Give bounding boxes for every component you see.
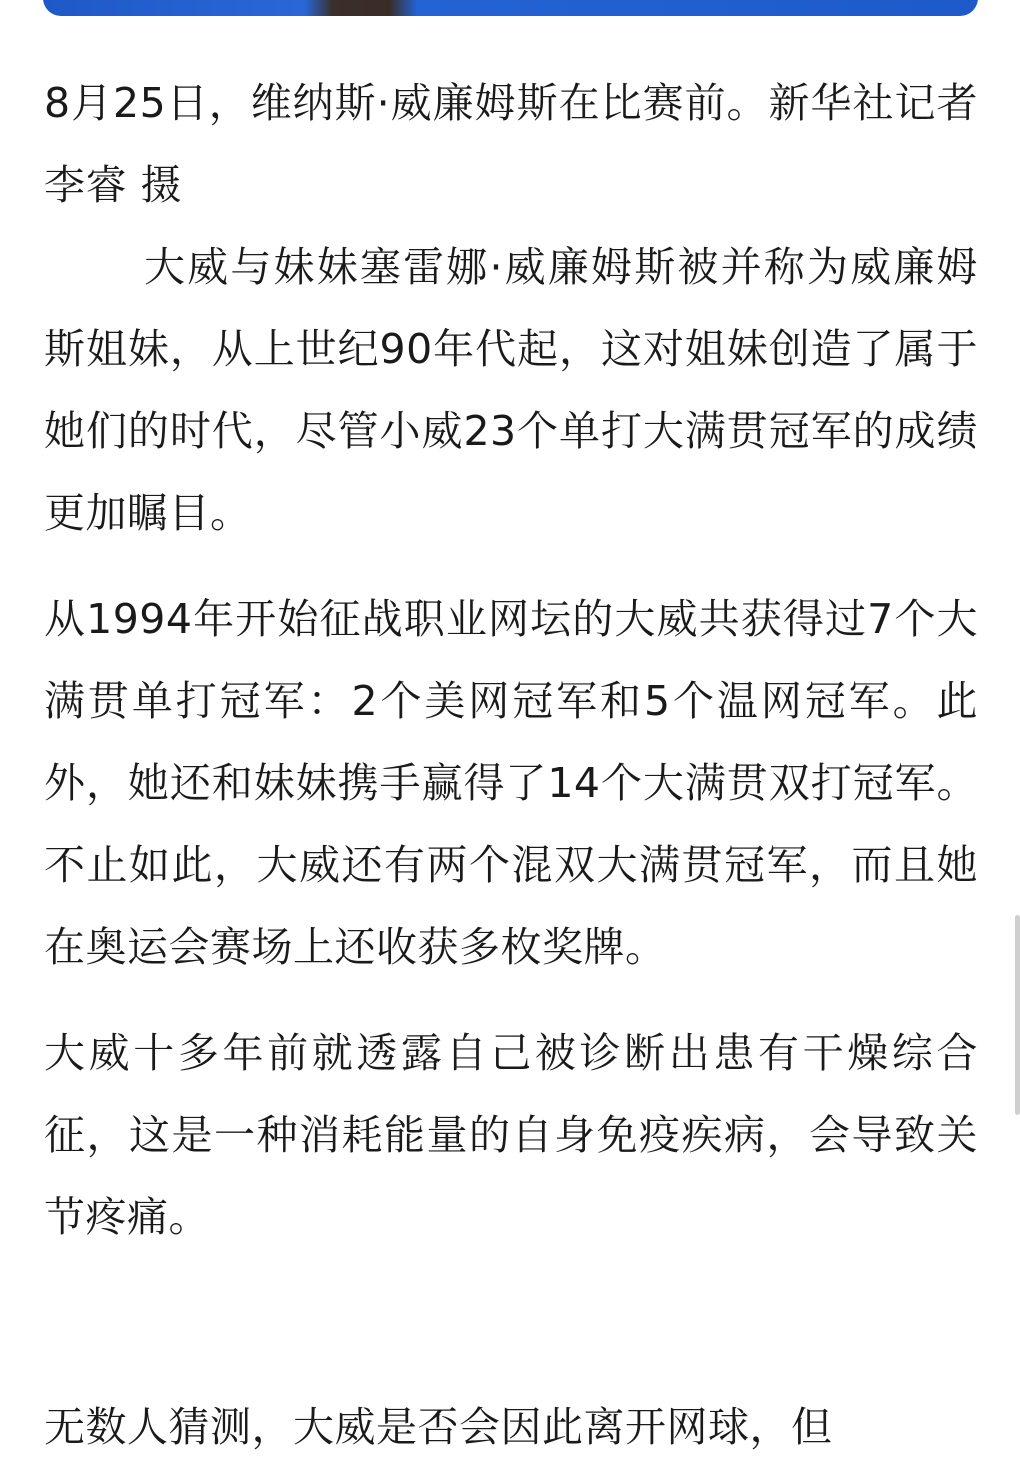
article-paragraph: 从1994年开始征战职业网坛的大威共获得过7个大满贯单打冠军：2个美网冠军和5个温网冠军。此外，她还和妹妹携手赢得了14个大满贯双打冠军。不止如此，大威还有两个混双大满贯冠军，而且她在奥运会赛场上还收获多枚奖牌。 (44, 595, 978, 971)
article-paragraph-partial (44, 1390, 978, 1451)
article-paragraph: 无数人猜测，大威是否会因此离开网球，但 (44, 1403, 833, 1451)
article-paragraph: 大威与妹妹塞雷娜·威廉姆斯被并称为威廉姆斯姐妹，从上世纪90年代起，这对姐妹创造了属于她们的时代，尽管小威23个单打大满贯冠军的成绩更加瞩目。 (44, 243, 978, 537)
article-paragraph: 大威十多年前就透露自己被诊断出患有干燥综合征，这是一种消耗能量的自身免疫疾病，会导致关节疼痛。 (44, 1029, 978, 1241)
scrollbar[interactable] (1015, 915, 1020, 1115)
article-photo-bottom[interactable] (43, 0, 978, 16)
photo-caption: 8月25日，维纳斯·威廉姆斯在比赛前。新华社记者 李睿 摄 (44, 79, 978, 209)
article-body (44, 62, 978, 1258)
